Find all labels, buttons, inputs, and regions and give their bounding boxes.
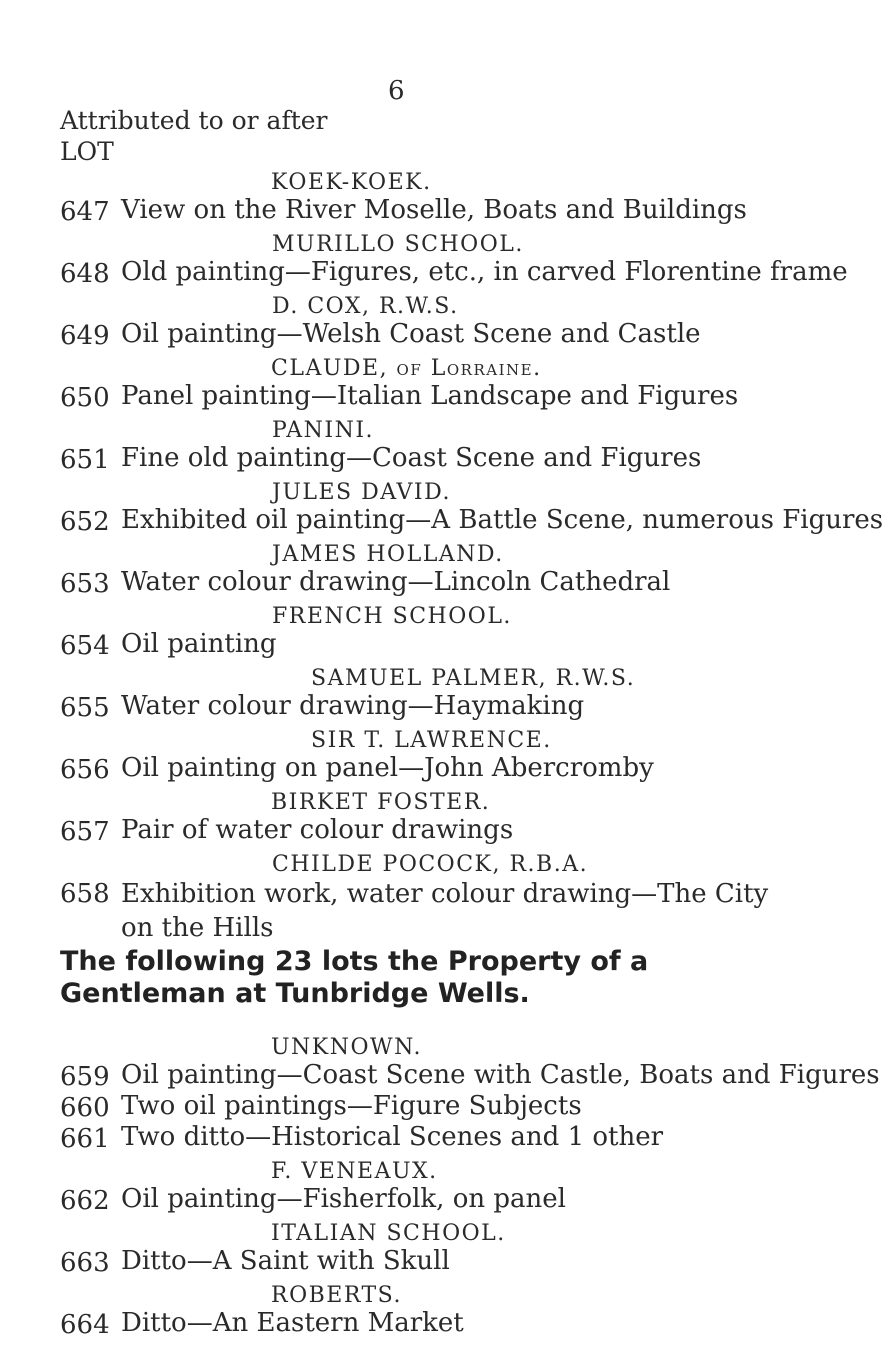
lot-number: 662 xyxy=(60,1186,110,1216)
artist-name: SAMUEL PALMER, R.W.S. xyxy=(311,666,636,691)
lot-number: 664 xyxy=(60,1310,110,1340)
lot-number: 649 xyxy=(60,321,110,351)
lot-description: Ditto—A Saint with Skull xyxy=(121,1246,450,1276)
lot-description: Panel painting—Italian Landscape and Figures xyxy=(121,381,739,411)
lot-number: 647 xyxy=(60,197,110,227)
lot-number: 656 xyxy=(60,755,110,785)
artist-name: FRENCH SCHOOL. xyxy=(272,604,512,629)
header-lot-label: LOT xyxy=(60,137,114,166)
lot-description: Ditto—An Eastern Market xyxy=(121,1308,464,1338)
lot-description: Two ditto—Historical Scenes and 1 other xyxy=(121,1122,664,1152)
artist-name: JULES DAVID. xyxy=(272,480,451,505)
lot-description: Fine old painting—Coast Scene and Figures xyxy=(121,443,702,473)
artist-name: ITALIAN SCHOOL. xyxy=(271,1221,506,1246)
lot-number: 657 xyxy=(60,817,110,847)
lot-description: Oil painting—Welsh Coast Scene and Castle xyxy=(121,319,701,349)
lot-description: Oil painting—Fisherfolk, on panel xyxy=(121,1184,566,1214)
lot-number: 650 xyxy=(60,383,110,413)
artist-name: BIRKET FOSTER. xyxy=(271,790,491,815)
lot-description: Two oil paintings—Figure Subjects xyxy=(121,1091,582,1121)
artist-name: KOEK-KOEK. xyxy=(271,170,432,195)
lot-number: 654 xyxy=(60,631,110,661)
lot-number: 655 xyxy=(60,693,110,723)
artist-name: SIR T. LAWRENCE. xyxy=(311,728,552,753)
lot-number: 660 xyxy=(60,1093,110,1123)
lot-description: Water colour drawing—Lincoln Cathedral xyxy=(121,567,671,597)
artist-name: CHILDE POCOCK, R.B.A. xyxy=(272,852,589,877)
page-number: 6 xyxy=(388,76,405,106)
lot-description: View on the River Moselle, Boats and Buildings xyxy=(121,195,747,225)
heading-text: The following 23 lots the Property of a Gentleman at Tunbridge Wells. xyxy=(60,946,649,1009)
lot-description: Oil painting on panel—John Abercromby xyxy=(121,753,654,783)
lot-description: Oil painting xyxy=(121,629,277,659)
lot-number: 653 xyxy=(60,569,110,599)
artist-name: CLAUDE, of Lorraine. xyxy=(271,356,542,381)
artist-name: MURILLO SCHOOL. xyxy=(272,232,524,257)
lot-number: 652 xyxy=(60,507,110,537)
artist-name: JAMES HOLLAND. xyxy=(272,542,504,567)
lot-number: 658 xyxy=(60,879,110,909)
lot-number: 659 xyxy=(60,1062,110,1092)
header-attributed: Attributed to or after xyxy=(60,106,328,135)
lot-description: Exhibition work, water colour drawing—The City on the Hills xyxy=(121,879,769,943)
lot-description: Old painting—Figures, etc., in carved Florentine frame xyxy=(121,257,848,287)
artist-name: F. VENEAUX. xyxy=(271,1159,438,1184)
artist-name: PANINI. xyxy=(272,418,375,443)
lot-description: Water colour drawing—Haymaking xyxy=(121,691,585,721)
artist-name: D. COX, R.W.S. xyxy=(272,294,459,319)
lot-number: 663 xyxy=(60,1248,110,1278)
artist-name: UNKNOWN. xyxy=(271,1035,422,1060)
lot-description: Exhibited oil painting—A Battle Scene, numerous Figures xyxy=(121,505,883,535)
section-heading xyxy=(60,946,770,1010)
lot-number: 648 xyxy=(60,259,110,289)
artist-name: ROBERTS. xyxy=(271,1283,402,1308)
lot-description: Oil painting—Coast Scene with Castle, Boats and Figures xyxy=(121,1060,880,1090)
lot-description: Pair of water colour drawings xyxy=(121,815,514,845)
lot-number: 661 xyxy=(60,1124,110,1154)
lot-number: 651 xyxy=(60,445,110,475)
